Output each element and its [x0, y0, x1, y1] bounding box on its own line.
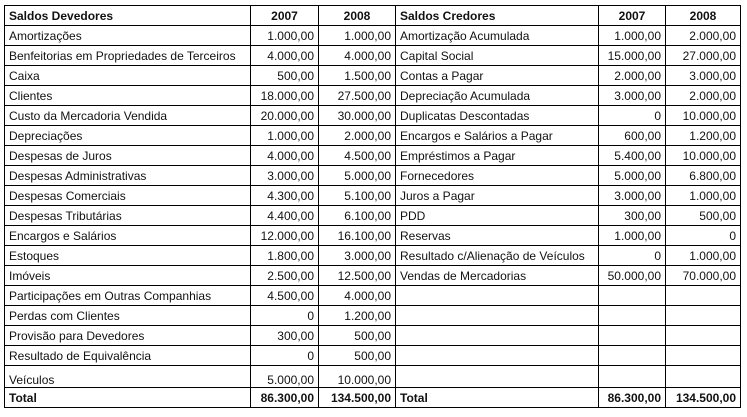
table-row [5, 66, 741, 86]
credit-account: Reservas [396, 226, 599, 246]
credit-value-2008 [666, 286, 741, 306]
debit-value-2007: 86.300,00 [251, 388, 319, 408]
credit-value-2008: 134.500,00 [666, 388, 741, 408]
table-row [5, 246, 741, 266]
credit-account [396, 286, 599, 306]
debit-value-2008: 500,00 [319, 346, 396, 366]
credit-value-2007: 5.000,00 [599, 166, 666, 186]
credit-value-2008: 500,00 [666, 206, 741, 226]
credit-value-2008: 27.000,00 [666, 46, 741, 66]
credit-value-2008: 0 [666, 226, 741, 246]
credit-value-2007: 3.000,00 [599, 186, 666, 206]
debit-value-2007: 0 [251, 306, 319, 326]
table-row [5, 286, 741, 306]
debit-value-2007: 1.000,00 [251, 126, 319, 146]
debit-value-2008: 5.100,00 [319, 186, 396, 206]
credit-value-2008 [666, 366, 741, 388]
debit-value-2007: 0 [251, 346, 319, 366]
debit-value-2008: 1.000,00 [319, 26, 396, 46]
credit-value-2007: 600,00 [599, 126, 666, 146]
credit-value-2008: 10.000,00 [666, 106, 741, 126]
credit-value-2007: 50.000,00 [599, 266, 666, 286]
credit-account: Encargos e Salários a Pagar [396, 126, 599, 146]
credit-value-2008: 1.000,00 [666, 186, 741, 206]
debit-value-2008: 4.500,00 [319, 146, 396, 166]
debit-account: Despesas Comerciais [5, 186, 251, 206]
debit-value-2007: 4.000,00 [251, 146, 319, 166]
credit-value-2007: 0 [599, 246, 666, 266]
table-row [5, 146, 741, 166]
credit-year-2008: 2008 [666, 6, 741, 26]
debit-account: Encargos e Salários [5, 226, 251, 246]
debit-value-2007: 4.300,00 [251, 186, 319, 206]
credit-account: Empréstimos a Pagar [396, 146, 599, 166]
table-row [5, 186, 741, 206]
table-row [5, 26, 741, 46]
debit-account: Amortizações [5, 26, 251, 46]
debit-year-2007: 2007 [251, 6, 319, 26]
credit-account: Capital Social [396, 46, 599, 66]
debit-account: Total [5, 388, 251, 408]
debit-title: Saldos Devedores [5, 6, 251, 26]
credit-account: Duplicatas Descontadas [396, 106, 599, 126]
trial-balance-table [4, 5, 741, 408]
credit-value-2008: 1.000,00 [666, 246, 741, 266]
table-row [5, 46, 741, 66]
credit-value-2008 [666, 346, 741, 366]
credit-account: Total [396, 388, 599, 408]
debit-value-2007: 1.000,00 [251, 26, 319, 46]
credit-account [396, 366, 599, 388]
credit-account: Vendas de Mercadorias [396, 266, 599, 286]
debit-account: Despesas Tributárias [5, 206, 251, 226]
credit-account [396, 326, 599, 346]
credit-value-2007: 3.000,00 [599, 86, 666, 106]
debit-value-2008: 10.000,00 [319, 366, 396, 388]
debit-value-2008: 5.000,00 [319, 166, 396, 186]
debit-value-2008: 6.100,00 [319, 206, 396, 226]
debit-account: Despesas de Juros [5, 146, 251, 166]
credit-value-2008 [666, 306, 741, 326]
table-row [5, 306, 741, 326]
credit-value-2007 [599, 346, 666, 366]
credit-value-2007 [599, 306, 666, 326]
debit-value-2007: 3.000,00 [251, 166, 319, 186]
credit-value-2008: 1.200,00 [666, 126, 741, 146]
debit-value-2008: 1.500,00 [319, 66, 396, 86]
credit-value-2008: 2.000,00 [666, 26, 741, 46]
table-row [5, 86, 741, 106]
credit-value-2008: 3.000,00 [666, 66, 741, 86]
credit-value-2008: 10.000,00 [666, 146, 741, 166]
header-row [5, 6, 741, 26]
debit-value-2008: 30.000,00 [319, 106, 396, 126]
credit-value-2007: 1.000,00 [599, 26, 666, 46]
debit-value-2007: 500,00 [251, 66, 319, 86]
debit-value-2007: 1.800,00 [251, 246, 319, 266]
credit-account: Contas a Pagar [396, 66, 599, 86]
debit-value-2007: 18.000,00 [251, 86, 319, 106]
debit-value-2008: 12.500,00 [319, 266, 396, 286]
credit-value-2008 [666, 326, 741, 346]
debit-account: Veículos [5, 366, 251, 388]
debit-account: Provisão para Devedores [5, 326, 251, 346]
credit-account: Depreciação Acumulada [396, 86, 599, 106]
debit-value-2008: 134.500,00 [319, 388, 396, 408]
credit-account: Fornecedores [396, 166, 599, 186]
debit-value-2007: 300,00 [251, 326, 319, 346]
debit-account: Perdas com Clientes [5, 306, 251, 326]
table-row [5, 106, 741, 126]
debit-account: Custo da Mercadoria Vendida [5, 106, 251, 126]
credit-value-2007: 1.000,00 [599, 226, 666, 246]
credit-value-2007: 300,00 [599, 206, 666, 226]
debit-account: Participações em Outras Companhias [5, 286, 251, 306]
table-row [5, 346, 741, 366]
table-row [5, 126, 741, 146]
table-row [5, 206, 741, 226]
table-row [5, 326, 741, 346]
debit-value-2007: 4.000,00 [251, 46, 319, 66]
debit-value-2007: 20.000,00 [251, 106, 319, 126]
debit-account: Caixa [5, 66, 251, 86]
credit-value-2008: 2.000,00 [666, 86, 741, 106]
debit-value-2007: 2.500,00 [251, 266, 319, 286]
credit-value-2007: 86.300,00 [599, 388, 666, 408]
debit-account: Estoques [5, 246, 251, 266]
debit-value-2008: 4.000,00 [319, 286, 396, 306]
credit-value-2007: 2.000,00 [599, 66, 666, 86]
credit-value-2007: 5.400,00 [599, 146, 666, 166]
debit-year-2008: 2008 [319, 6, 396, 26]
debit-value-2008: 1.200,00 [319, 306, 396, 326]
total-row [5, 388, 741, 408]
debit-value-2007: 4.500,00 [251, 286, 319, 306]
credit-value-2008: 70.000,00 [666, 266, 741, 286]
credit-account: Juros a Pagar [396, 186, 599, 206]
credit-account: Resultado c/Alienação de Veículos [396, 246, 599, 266]
credit-value-2007 [599, 326, 666, 346]
debit-account: Imóveis [5, 266, 251, 286]
table-row [5, 226, 741, 246]
debit-account: Despesas Administrativas [5, 166, 251, 186]
credit-account: Amortização Acumulada [396, 26, 599, 46]
credit-title: Saldos Credores [396, 6, 599, 26]
debit-value-2008: 16.100,00 [319, 226, 396, 246]
debit-account: Resultado de Equivalência [5, 346, 251, 366]
debit-value-2007: 5.000,00 [251, 366, 319, 388]
table-row [5, 266, 741, 286]
credit-value-2007 [599, 366, 666, 388]
debit-value-2007: 4.400,00 [251, 206, 319, 226]
table-row [5, 366, 741, 388]
credit-year-2007: 2007 [599, 6, 666, 26]
credit-account: PDD [396, 206, 599, 226]
debit-account: Depreciações [5, 126, 251, 146]
debit-account: Clientes [5, 86, 251, 106]
table-row [5, 166, 741, 186]
credit-account [396, 346, 599, 366]
debit-value-2007: 12.000,00 [251, 226, 319, 246]
debit-value-2008: 3.000,00 [319, 246, 396, 266]
credit-value-2008: 6.800,00 [666, 166, 741, 186]
debit-account: Benfeitorias em Propriedades de Terceiros [5, 46, 251, 66]
debit-value-2008: 2.000,00 [319, 126, 396, 146]
debit-value-2008: 500,00 [319, 326, 396, 346]
debit-value-2008: 27.500,00 [319, 86, 396, 106]
credit-value-2007: 15.000,00 [599, 46, 666, 66]
credit-account [396, 306, 599, 326]
credit-value-2007: 0 [599, 106, 666, 126]
credit-value-2007 [599, 286, 666, 306]
debit-value-2008: 4.000,00 [319, 46, 396, 66]
